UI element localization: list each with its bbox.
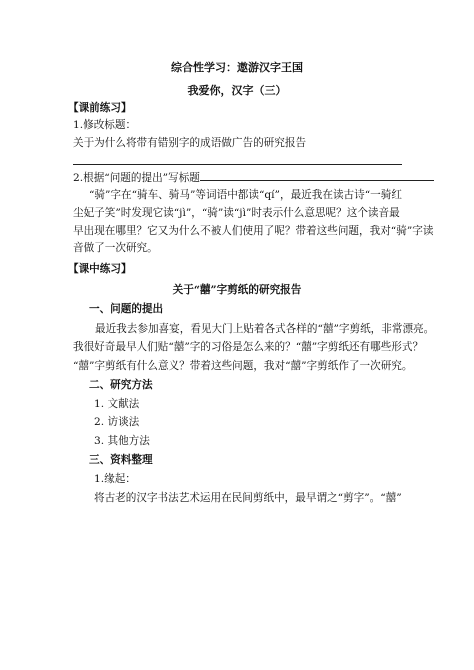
question-2-label: 2.根据“问题的提出”写标题 xyxy=(73,170,434,185)
method-item: 1. 文献法 xyxy=(94,398,140,410)
question-2-para-line: 音做了一次研究。 xyxy=(73,242,158,254)
report-subheading-origin: 1.缘起： xyxy=(94,473,136,485)
question-2-para-line: 早出现在哪里？它又为什么不被人们使用了呢？带着这些问题，我对“骑”字读 xyxy=(73,225,434,237)
report-title: 关于“囍”字剪纸的研究报告 xyxy=(172,284,302,296)
report-heading-3: 三、资料整理 xyxy=(89,454,153,466)
method-item: 2. 访谈法 xyxy=(94,416,140,428)
document-subtitle: 我爱你，汉字（三） xyxy=(187,84,287,97)
section-pre-class: 【课前练习】 xyxy=(68,102,132,114)
question-1-label: 1.修改标题： xyxy=(73,119,137,131)
method-item: 3. 其他方法 xyxy=(94,435,150,447)
answer-line-1 xyxy=(73,164,402,165)
question-1-text: 关于为什么将带有错别字的成语做广告的研究报告 xyxy=(73,137,307,149)
report-para-line: 最近我去参加喜宴，看见大门上贴着各式各样的“囍”字剪纸，非常漂亮。 xyxy=(95,323,435,335)
report-heading-2: 二、研究方法 xyxy=(89,379,153,391)
answer-blank-2 xyxy=(200,170,434,181)
report-heading-1: 一、问题的提出 xyxy=(89,303,164,315)
document-title: 综合性学习：遨游汉字王国 xyxy=(171,61,303,74)
report-para-line: 将古老的汉字书法艺术运用在民间剪纸中，最早谓之“剪字”。“囍” xyxy=(94,492,402,504)
question-2-para-line: 尘妃子笑”时发现它读“jì”，“骑”读“jì”时表示什么意思呢？这个读音最 xyxy=(73,207,400,219)
report-para-line: “囍”字剪纸有什么意义？带着这些问题，我对“囍”字剪纸作了一次研究。 xyxy=(73,360,413,372)
section-in-class: 【课中练习】 xyxy=(68,263,132,275)
report-para-line: 我很好奇最早人们贴“囍”字的习俗是怎么来的？“囍”字剪纸还有哪些形式？ xyxy=(73,341,424,353)
question-2-para-line: “骑”字在“骑车、骑马”等词语中都读“qí”，最近我在读古诗“一骑红 xyxy=(89,189,402,201)
